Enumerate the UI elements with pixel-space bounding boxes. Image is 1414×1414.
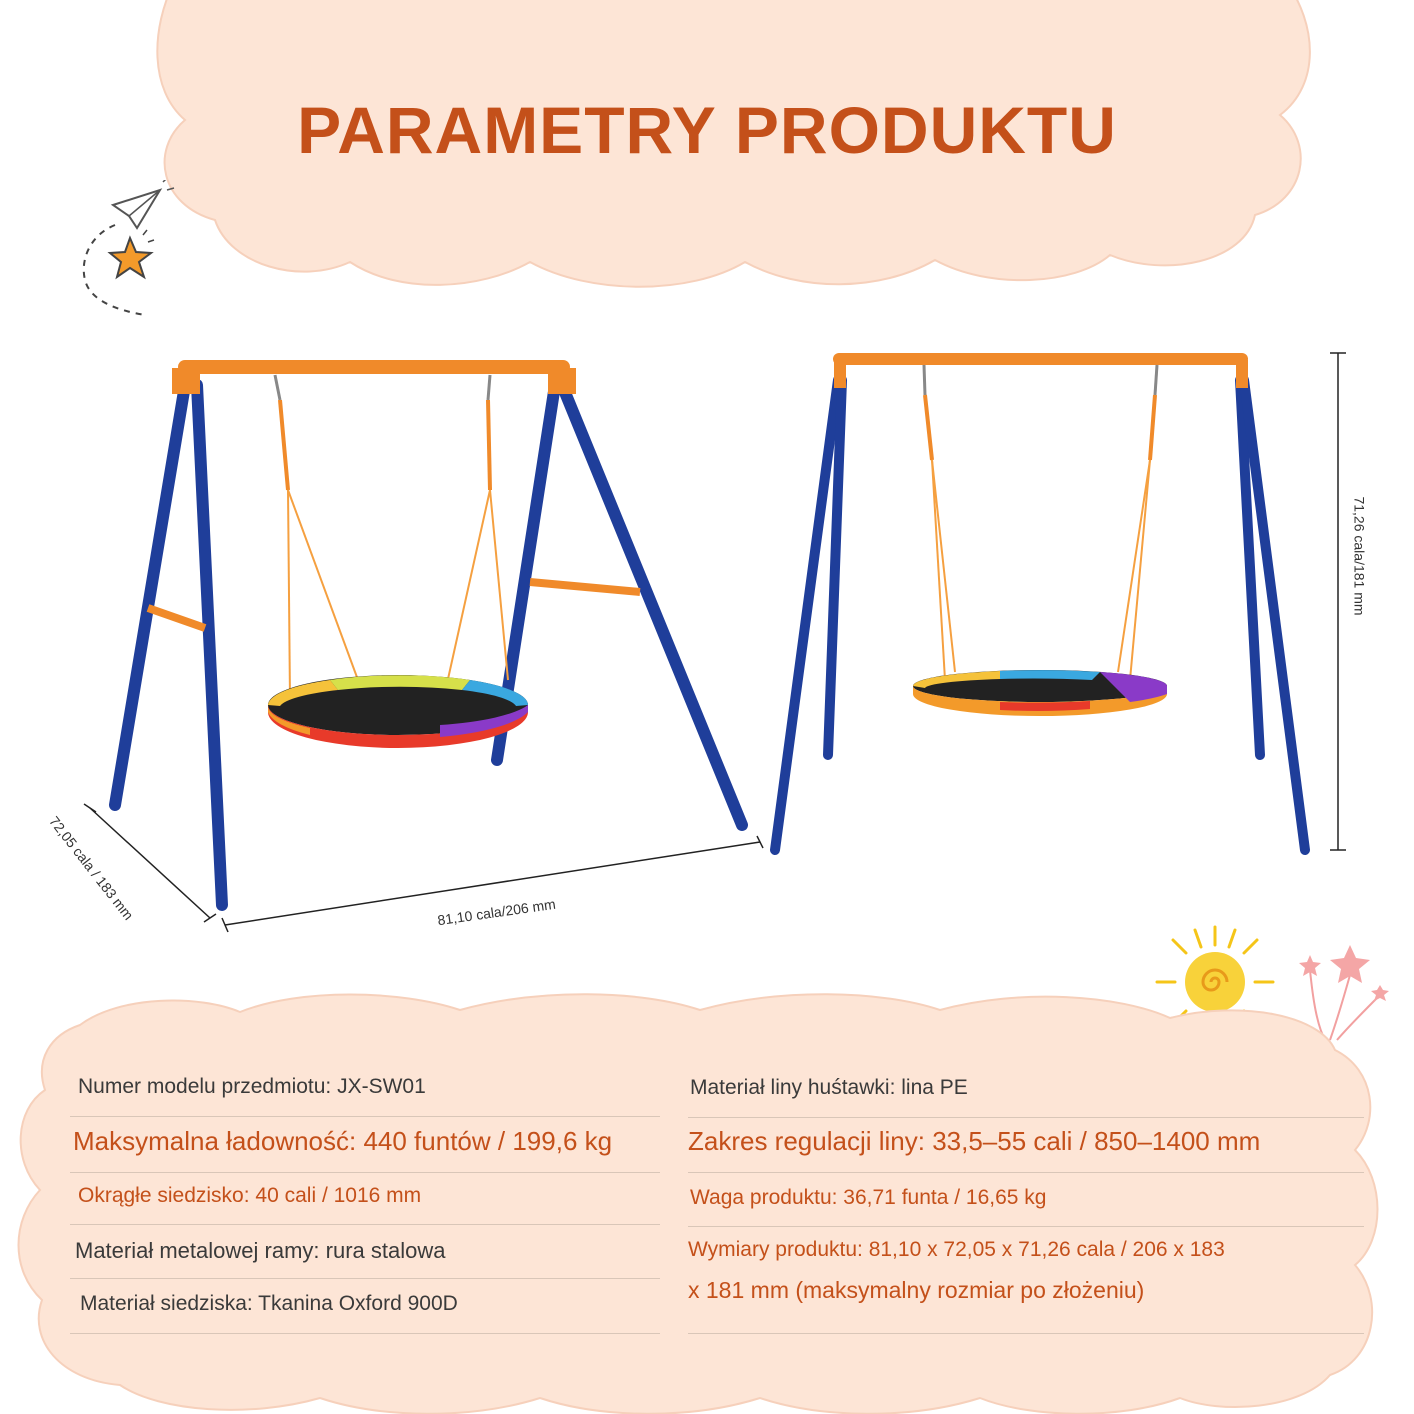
page-title: PARAMETRY PRODUKTU [297, 93, 1117, 167]
spec-dimensions-line2: x 181 mm (maksymalny rozmiar po złożeniu) [688, 1277, 1145, 1303]
star-icon [110, 230, 154, 277]
spec-rope-material: Materiał liny huśtawki: lina PE [690, 1076, 968, 1099]
spec-round-seat: Okrągłe siedzisko: 40 cali / 1016 mm [78, 1184, 422, 1207]
spec-max-load: Maksymalna ładowność: 440 funtów / 199,6 kg [73, 1126, 613, 1156]
spec-rope-adjustment: Zakres regulacji liny: 33,5–55 cali / 850–1400 mm [688, 1126, 1261, 1156]
spec-divider [70, 1278, 660, 1279]
spec-divider [70, 1172, 660, 1173]
spec-frame-material: Materiał metalowej ramy: rura stalowa [75, 1238, 446, 1263]
spec-divider [70, 1333, 660, 1334]
spec-model-number: Numer modelu przedmiotu: JX-SW01 [78, 1075, 426, 1098]
spec-divider [688, 1333, 1364, 1334]
spec-product-weight: Waga produktu: 36,71 funta / 16,65 kg [690, 1186, 1047, 1209]
spec-divider [688, 1117, 1364, 1118]
swing-illustration-right [760, 340, 1360, 870]
swing-illustration-left [60, 340, 780, 940]
spec-divider [70, 1224, 660, 1225]
paper-plane-doodle [75, 180, 175, 330]
spec-divider [688, 1172, 1364, 1173]
spec-seat-material: Materiał siedziska: Tkanina Oxford 900D [80, 1292, 458, 1315]
height-dimension-label: 71,26 cala/181 mm [1351, 496, 1368, 616]
paper-plane-icon [113, 180, 174, 228]
depth-dimension-label: 72,05 cala / 183 mm [46, 813, 137, 923]
spec-divider [70, 1116, 660, 1117]
spec-divider [688, 1226, 1364, 1227]
spec-dimensions-line1: Wymiary produktu: 81,10 x 72,05 x 71,26 cala / 206 x 183 [688, 1238, 1225, 1261]
width-dimension-label: 81,10 cala/206 mm [436, 895, 557, 929]
